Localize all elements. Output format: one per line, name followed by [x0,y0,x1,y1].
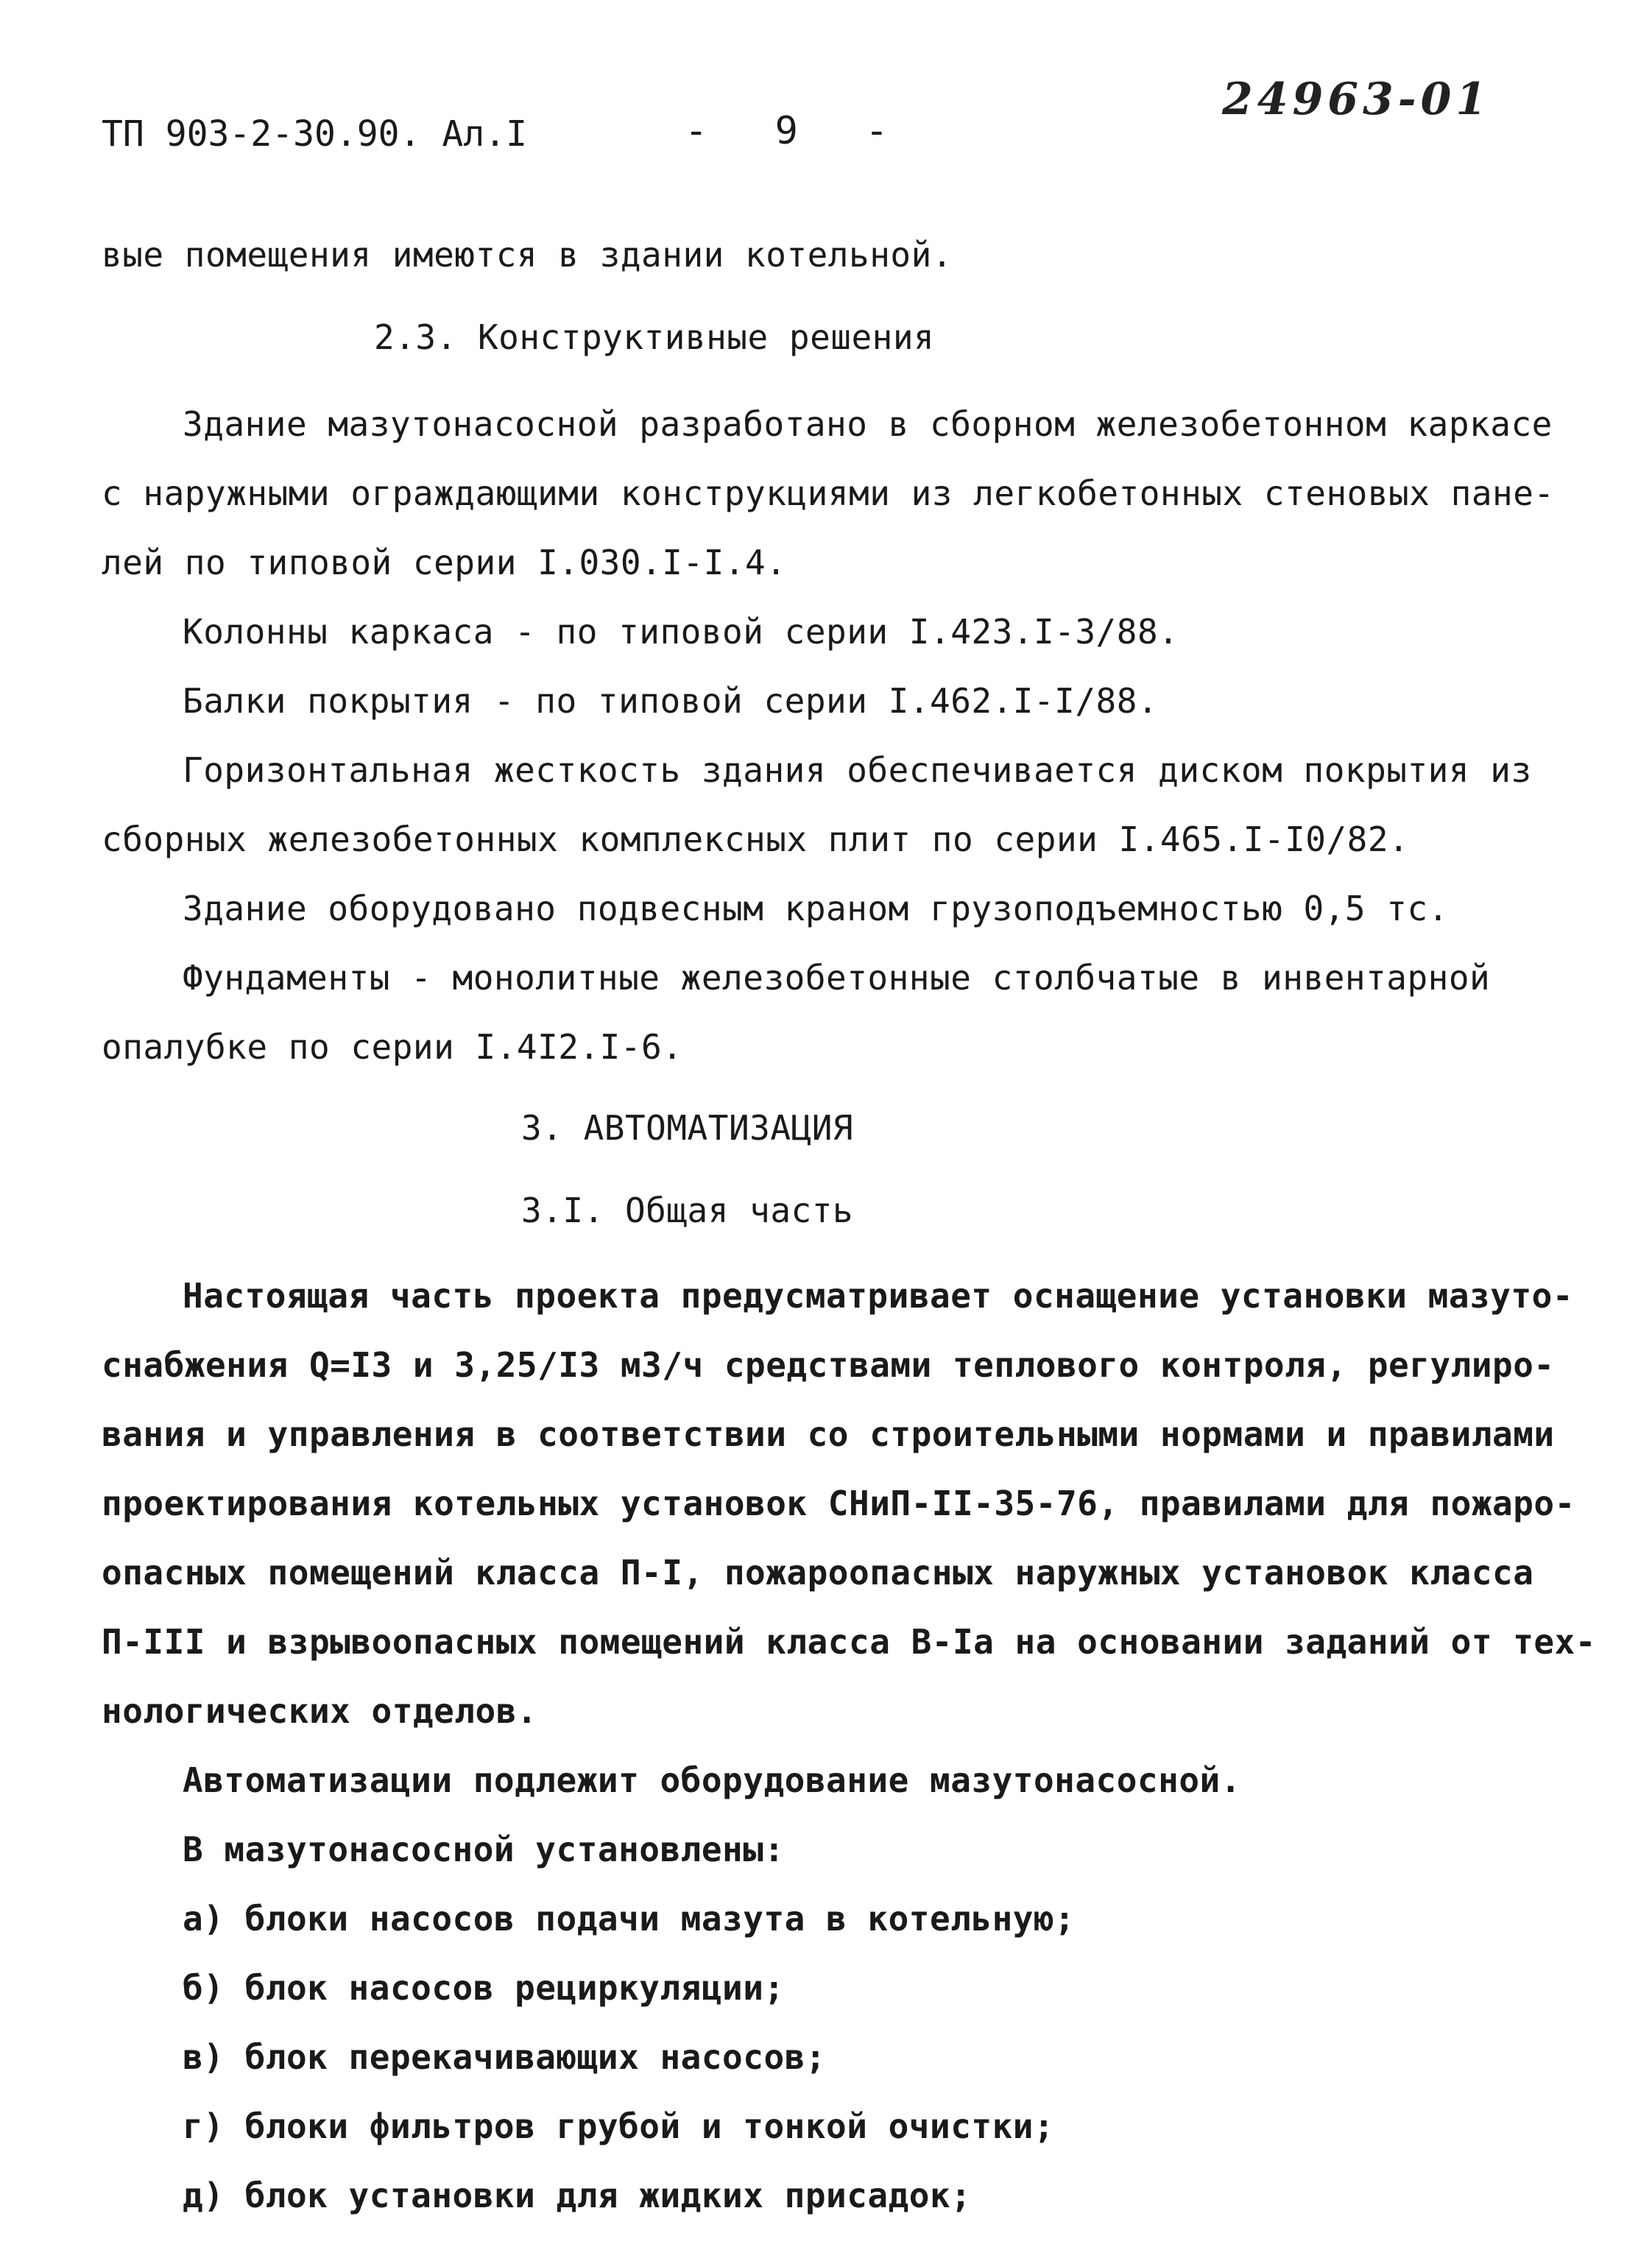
text-line: опасных помещений класса П-I, пожароопасных наружных установок класса [102,1553,1534,1592]
subsection-heading: 3.I. Общая часть [521,1191,854,1230]
text-line: проектирования котельных установок СНиП-II-35-76, правилами для пожаро- [102,1484,1575,1523]
text-line: Колонны каркаса - по типовой серии I.423.I-3/88. [183,612,1179,652]
section-heading: 3. АВТОМАТИЗАЦИЯ [521,1108,854,1148]
document-code: ТП 903-2-30.90. Ал.I [102,113,527,155]
text-line: П-III и взрывоопасных помещений класса В-Iа на основании заданий от тех- [102,1622,1596,1662]
text-line: с наружными ограждающими конструкциями из легкобетонных стеновых пане- [102,473,1555,513]
text-line: Горизонтальная жесткость здания обеспечивается диском покрытия из [183,750,1532,790]
text-line: нологических отделов. [102,1691,538,1731]
text-line: опалубке по серии I.4I2.I-6. [102,1027,683,1067]
text-line: лей по типовой серии I.030.I-I.4. [102,543,787,582]
text-line: Настоящая часть проекта предусматривает оснащение установки мазуто- [183,1276,1574,1316]
text-line: Здание мазутонасосной разработано в сборном железобетонном каркасе [183,404,1553,444]
text-line: снабжения Q=I3 и 3,25/I3 м3/ч средствами теплового контроля, регулиро- [102,1345,1555,1385]
text-line: Балки покрытия - по типовой серии I.462.I-I/88. [183,681,1159,721]
handwritten-inventory-number: 24963-01 [1222,74,1492,125]
text-line: Автоматизации подлежит оборудование мазутонасосной. [183,1760,1241,1800]
page-number: - 9 - [685,109,911,153]
text-line: вания и управления в соответствии со строительными нормами и правилами [102,1414,1555,1454]
list-item: д) блок установки для жидких присадок; [183,2176,972,2215]
section-heading: 2.3. Конструктивные решения [374,317,935,357]
text-line: Здание оборудовано подвесным краном грузоподъемностью 0,5 тс. [183,889,1449,928]
list-item: в) блок перекачивающих насосов; [183,2037,827,2077]
text-line: вые помещения имеются в здании котельной. [102,235,953,275]
text-line: сборных железобетонных комплексных плит по серии I.465.I-I0/82. [102,819,1410,859]
list-item: б) блок насосов рециркуляции; [183,1968,785,2008]
list-item: а) блоки насосов подачи мазута в котельную; [183,1899,1076,1939]
text-line: В мазутонасосной установлены: [183,1830,785,1869]
text-line: Фундаменты - монолитные железобетонные столбчатые в инвентарной [183,958,1491,998]
list-item: г) блоки фильтров грубой и тонкой очистки; [183,2106,1055,2146]
